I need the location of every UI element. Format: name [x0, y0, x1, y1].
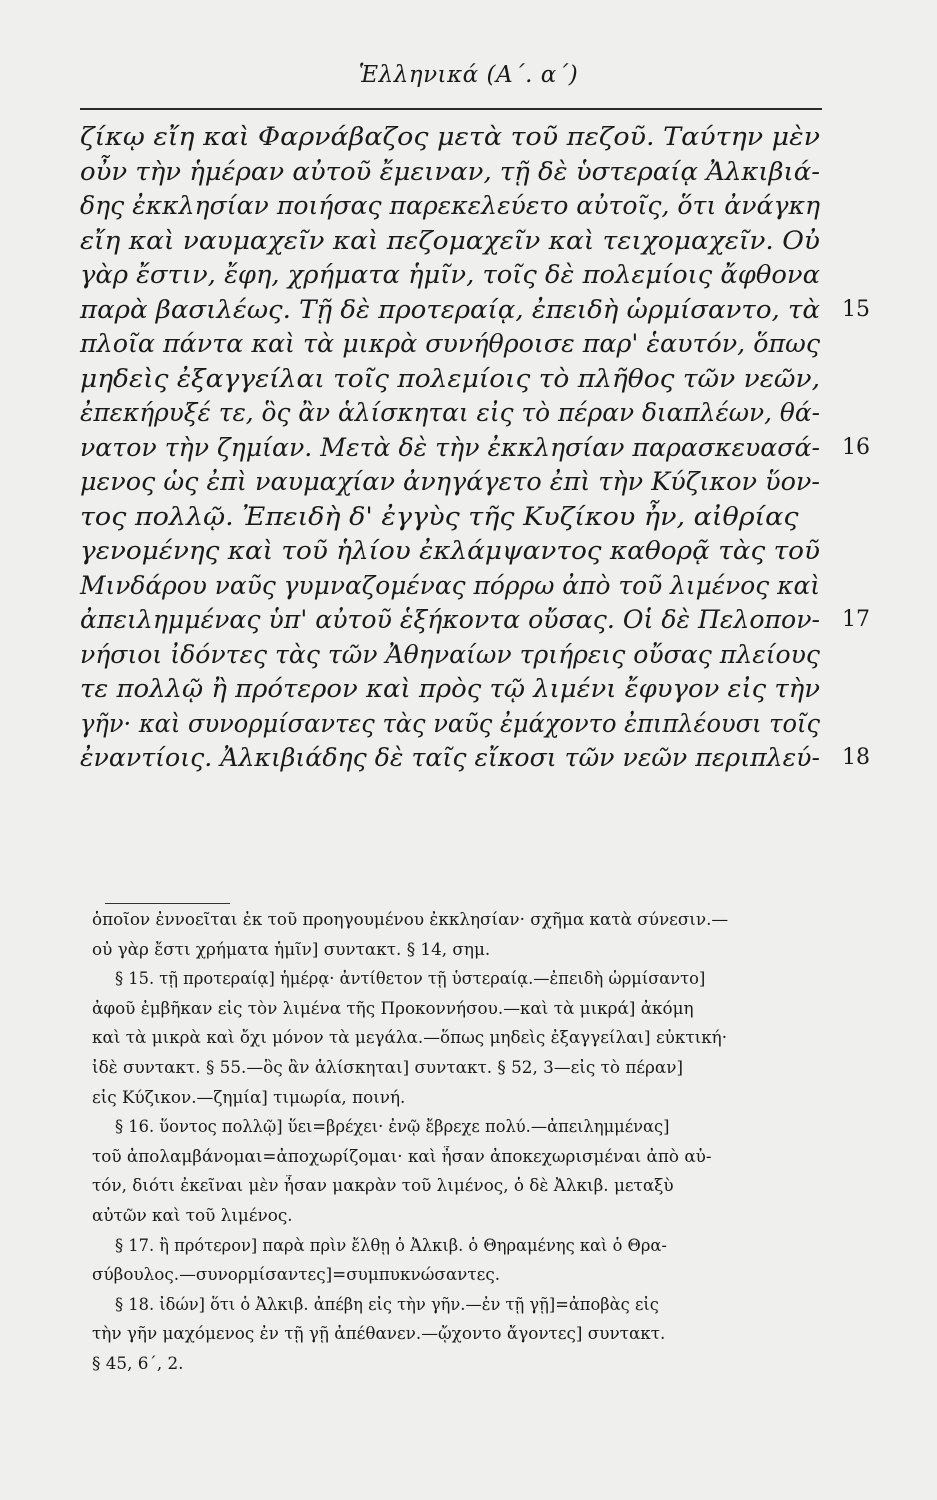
text-line: [80, 638, 850, 673]
text-line-content: Μινδάρου ναῦς γυμναζομένας πόρρω ἀπὸ τοῦ λιμένος καὶ: [80, 570, 820, 600]
note-line: τόν, διότι ἐκεῖναι μὲν ἦσαν μακρὰν τοῦ λιμένος, ὁ δὲ Ἀλκιβ. μεταξὺ: [92, 1176, 674, 1197]
commentary-notes: [92, 906, 872, 1380]
section-number: 18: [842, 745, 870, 770]
section-number: 16: [842, 434, 870, 460]
note-line: οὐ γὰρ ἔστι χρήματα ἡμῖν] συντακτ. § 14, σημ.: [92, 939, 491, 960]
note-line: ὁποῖον ἐννοεῖται ἐκ τοῦ προηγουμένου ἐκκλησίαν· σχῆμα κατὰ σύνεσιν.—: [92, 910, 729, 930]
text-line-content: μενος ὡς ἐπὶ ναυμαχίαν ἀνηγάγετο ἐπὶ τὴν Κύζικον ὕον-: [80, 467, 820, 496]
main-text: [80, 120, 870, 776]
text-line: [80, 741, 870, 776]
text-line-content: εἴη καὶ ναυμαχεῖν καὶ πεζομαχεῖν καὶ τειχομαχεῖν. Οὐ: [80, 225, 820, 255]
note-line: σύβουλος.—συνορμίσαντες]=συμπυκνώσαντες.: [92, 1265, 501, 1286]
note-line: § 17. ἢ πρότερον] παρὰ πρὶν ἔλθῃ ὁ Ἀλκιβ. ὁ Θηραμένης καὶ ὁ Θρα-: [114, 1235, 667, 1256]
text-line: [80, 224, 850, 259]
note-line: ἀφοῦ ἐμβῆκαν εἰς τὸν λιμένα τῆς Προκοννήσου.—καὶ τὰ μικρά] ἀκόμη: [92, 998, 694, 1019]
text-line-content: μηδεὶς ἐξαγγείλαι τοῖς πολεμίοις τὸ πλῆθος τῶν νεῶν,: [80, 363, 820, 393]
text-line: [80, 465, 850, 500]
section-number: 15: [842, 296, 870, 322]
text-line: [80, 396, 850, 431]
text-line-content: νήσιοι ἰδόντες τὰς τῶν Ἀθηναίων τριήρεις οὔσας πλείους: [80, 639, 820, 669]
text-line: [80, 569, 850, 604]
text-line: [80, 120, 850, 155]
text-line-content: ἐναντίοις. Ἀλκιβιάδης δὲ ταῖς εἴκοσι τῶν νεῶν περιπλεύ-: [80, 743, 821, 772]
text-line: [80, 500, 850, 535]
note-line: § 15. τῇ προτεραίᾳ] ἡμέρᾳ· ἀντίθετον τῇ ὑστεραίᾳ.—ἐπειδὴ ὡρμίσαντο]: [114, 969, 706, 990]
text-line-content: δης ἐκκλησίαν ποιήσας παρεκελεύετο αὐτοῖς, ὅτι ἀνάγκη: [80, 191, 820, 220]
note-line: καὶ τὰ μικρὰ καὶ ὄχι μόνον τὰ μεγάλα.—ὅπως μηδεὶς ἐξαγγείλαι] εὐκτική·: [92, 1028, 728, 1049]
text-line: [80, 155, 850, 190]
note-line: § 18. ἰδών] ὅτι ὁ Ἀλκιβ. ἀπέβη εἰς τὴν γῆν.—ἐν τῇ γῇ]=ἀποβὰς εἰς: [114, 1294, 659, 1315]
section-number: 17: [842, 607, 870, 632]
text-line: [80, 362, 850, 397]
note-line: τοῦ ἀπολαμβάνομαι=ἀποχωρίζομαι· καὶ ἦσαν ἀποκεχωρισμέναι ἀπὸ αὐ-: [92, 1146, 712, 1167]
text-line: [80, 431, 870, 466]
text-line-content: νατον τὴν ζημίαν. Μετὰ δὲ τὴν ἐκκλησίαν παρασκευασά-: [80, 432, 820, 462]
text-line-content: πλοῖα πάντα καὶ τὰ μικρὰ συνήθροισε παρ' ἑαυτόν, ὅπως: [80, 329, 820, 358]
note-line: § 16. ὕοντος πολλῷ] ὕει=βρέχει· ἐνῷ ἔβρεχε πολύ.—ἀπειλημμένας]: [114, 1117, 670, 1138]
text-line: [80, 189, 850, 224]
text-line-content: ζίκῳ εἴη καὶ Φαρνάβαζος μετὰ τοῦ πεζοῦ. Ταύτην μὲν: [80, 122, 820, 151]
text-line-content: οὖν τὴν ἡμέραν αὐτοῦ ἔμειναν, τῇ δὲ ὑστεραίᾳ Ἀλκιβιά-: [80, 156, 820, 186]
text-line-content: τος πολλῷ. Ἐπειδὴ δ' ἐγγὺς τῆς Κυζίκου ἦν, αἰθρίας: [80, 501, 799, 531]
text-line: [80, 672, 850, 707]
text-line: [80, 258, 850, 293]
text-line-content: γενομένης καὶ τοῦ ἡλίου ἐκλάμψαντος καθορᾷ τὰς τοῦ: [80, 536, 820, 565]
running-head: Ἑλληνικά (Α΄. α΄): [358, 62, 579, 88]
note-line: § 45, 6΄, 2.: [92, 1353, 184, 1374]
text-line-content: ἐπεκήρυξέ τε, ὃς ἂν ἁλίσκηται εἰς τὸ πέραν διαπλέων, θά-: [80, 398, 820, 427]
text-line: [80, 534, 850, 569]
note-line: τὴν γῆν μαχόμενος ἐν τῇ γῇ ἀπέθανεν.—ᾤχοντο ἄγοντες] συντακτ.: [92, 1324, 666, 1345]
text-line: [80, 293, 870, 328]
text-line: [80, 603, 870, 638]
footnote-rule: [105, 903, 230, 904]
text-line-content: γῆν· καὶ συνορμίσαντες τὰς ναῦς ἐμάχοντο ἐπιπλέουσι τοῖς: [80, 708, 820, 738]
text-line-content: παρὰ βασιλέως. Τῇ δὲ προτεραίᾳ, ἐπειδὴ ὡρμίσαντο, τὰ: [80, 294, 820, 324]
text-line: [80, 707, 850, 742]
note-line: αὐτῶν καὶ τοῦ λιμένος.: [92, 1205, 293, 1226]
text-line-content: γὰρ ἔστιν, ἔφη, χρήματα ἡμῖν, τοῖς δὲ πολεμίοις ἄφθονα: [80, 260, 821, 289]
note-line: ἰδὲ συντακτ. § 55.—ὃς ἂν ἁλίσκηται] συντακτ. § 52, 3—εἰς τὸ πέραν]: [92, 1057, 684, 1078]
text-line: [80, 327, 850, 362]
text-line-content: τε πολλῷ ἢ πρότερον καὶ πρὸς τῷ λιμένι ἔφυγον εἰς τὴν: [80, 674, 820, 703]
header-rule: [80, 108, 822, 110]
note-line: εἰς Κύζικον.—ζημία] τιμωρία, ποινή.: [92, 1087, 406, 1108]
text-line-content: ἀπειλημμένας ὑπ' αὐτοῦ ἑξήκοντα οὔσας. Οἱ δὲ Πελοπον-: [80, 605, 820, 634]
